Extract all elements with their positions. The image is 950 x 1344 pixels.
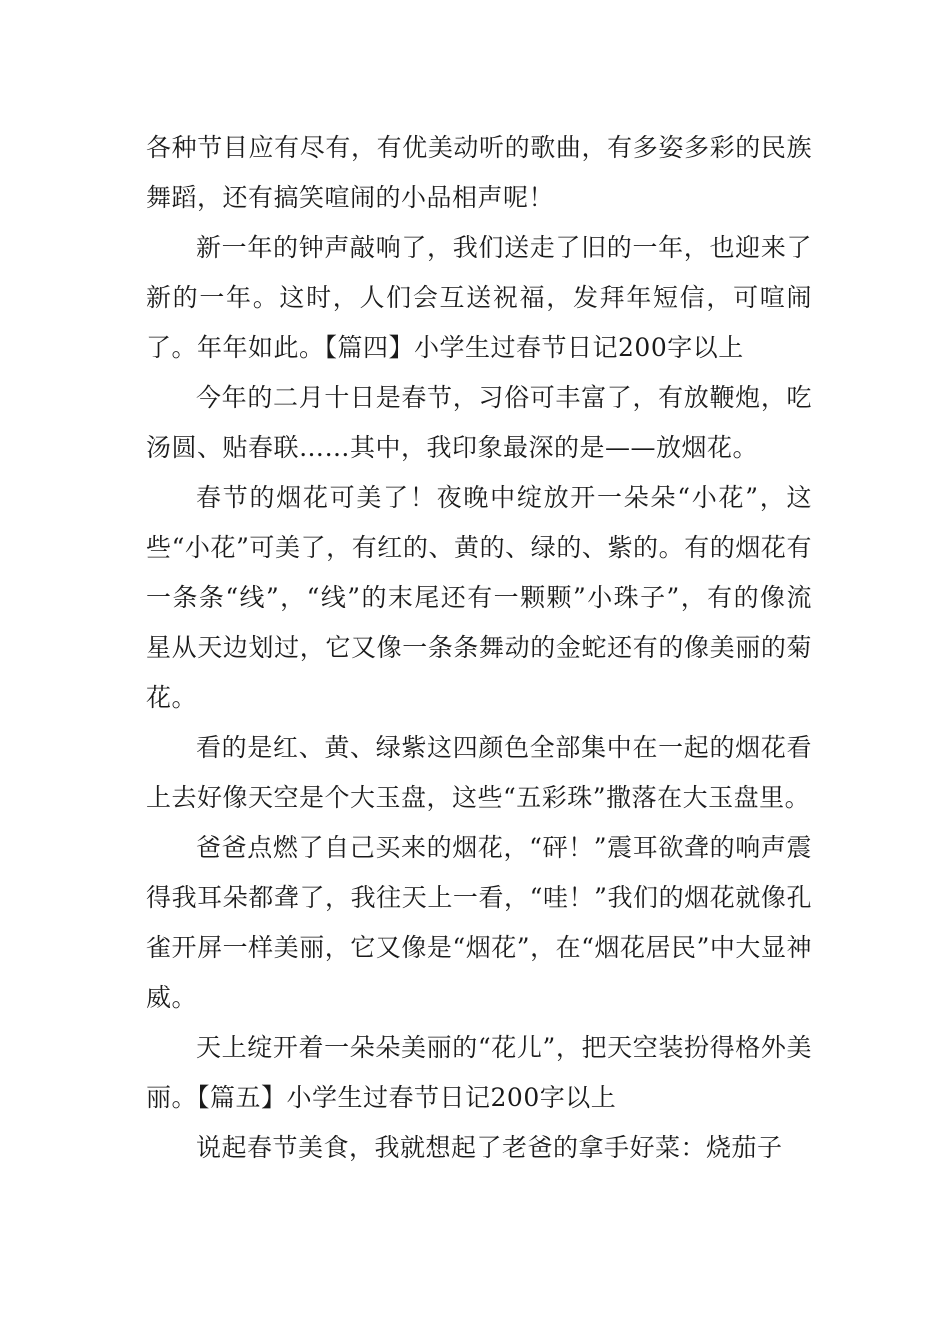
- paragraph-8: 说起春节美食，我就想起了老爸的拿手好菜：烧茄子: [196, 1133, 783, 1162]
- paragraph-4: 春节的烟花可美了！夜晚中绽放开一朵朵“小花”，这些“小花”可美了，有红的、黄的、绿的、紫的。有的烟花有一条条“线”，“线”的末尾还有一颗颗”小珠子”，有的像流星从天边划过，它又像一条条舞动的金蛇还有的像美丽的菊花。: [146, 483, 812, 712]
- paragraph-5: 看的是红、黄、绿紫这四颜色全部集中在一起的烟花看上去好像天空是个大玉盘，这些“五彩珠”撒落在大玉盘里。: [146, 733, 812, 812]
- paragraph-2: 新一年的钟声敲响了，我们送走了旧的一年，也迎来了新的一年。这时，人们会互送祝福，发拜年短信，可喧闹了。年年如此。【篇四】小学生过春节日记200字以上: [146, 233, 812, 362]
- paragraph-3: 今年的二月十日是春节，习俗可丰富了，有放鞭炮，吃汤圆、贴春联……其中，我印象最深的是——放烟花。: [146, 383, 812, 462]
- paragraph-6: 爸爸点燃了自己买来的烟花，“砰！”震耳欲聋的响声震得我耳朵都聋了，我往天上一看，“哇！”我们的烟花就像孔雀开屏一样美丽，它又像是“烟花”，在“烟花居民”中大显神威。: [146, 833, 812, 1012]
- document-body: [146, 123, 812, 1173]
- paragraph-1: 各种节目应有尽有，有优美动听的歌曲，有多姿多彩的民族舞蹈，还有搞笑喧闹的小品相声呢！: [146, 133, 812, 212]
- paragraph-7: 天上绽开着一朵朵美丽的“花儿”，把天空装扮得格外美丽。【篇五】小学生过春节日记200字以上: [146, 1033, 812, 1112]
